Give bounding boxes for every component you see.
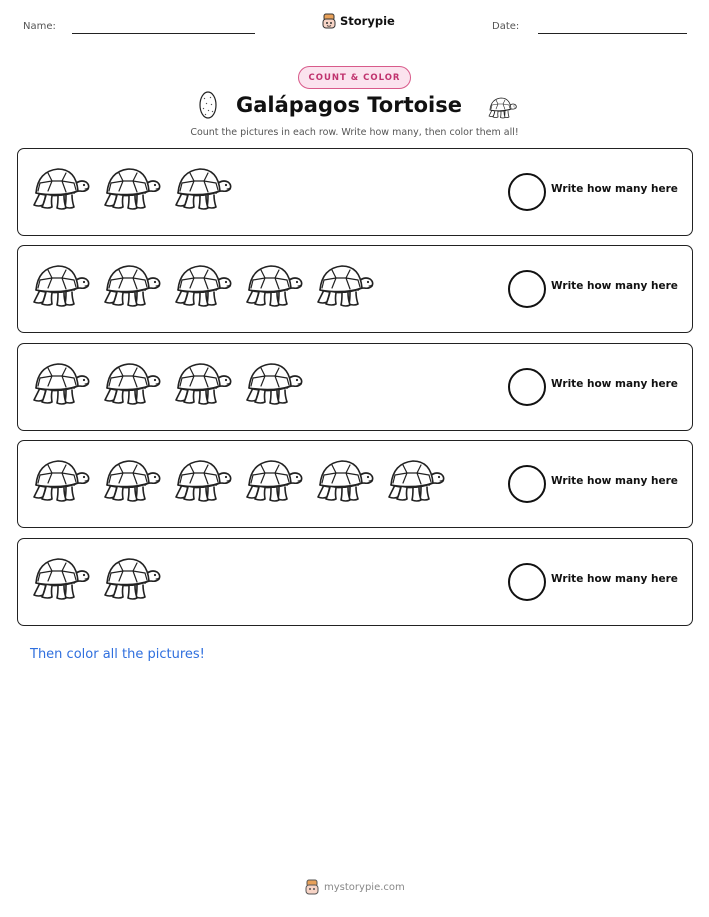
tortoise-icon[interactable] bbox=[172, 356, 232, 408]
answer-circle[interactable] bbox=[508, 563, 546, 601]
tortoise-icon[interactable] bbox=[30, 551, 90, 603]
counting-row bbox=[17, 343, 693, 431]
answer-circle[interactable] bbox=[508, 173, 546, 211]
brand-logo bbox=[322, 13, 395, 29]
storypie-logo-icon bbox=[305, 879, 319, 895]
answer-prompt: Write how many here bbox=[551, 475, 678, 487]
tortoise-icon[interactable] bbox=[101, 161, 161, 213]
tortoise-icon[interactable] bbox=[243, 453, 303, 505]
tortoise-group bbox=[30, 356, 303, 408]
storypie-logo-icon bbox=[322, 13, 336, 29]
answer-circle[interactable] bbox=[508, 368, 546, 406]
tortoise-icon[interactable] bbox=[243, 258, 303, 310]
tortoise-icon[interactable] bbox=[30, 453, 90, 505]
tortoise-icon[interactable] bbox=[243, 356, 303, 408]
page-title: Galápagos Tortoise bbox=[236, 93, 462, 117]
answer-prompt: Write how many here bbox=[551, 280, 678, 292]
answer-prompt: Write how many here bbox=[551, 378, 678, 390]
cactus-icon bbox=[196, 89, 220, 121]
count-color-badge: COUNT & COLOR bbox=[298, 66, 411, 89]
tortoise-group bbox=[30, 551, 161, 603]
tortoise-icon[interactable] bbox=[101, 356, 161, 408]
footer bbox=[305, 879, 405, 895]
tortoise-group bbox=[30, 161, 232, 213]
tortoise-icon[interactable] bbox=[314, 453, 374, 505]
tortoise-icon[interactable] bbox=[172, 161, 232, 213]
instructions: Count the pictures in each row. Write how many, then color them all! bbox=[190, 127, 519, 138]
tortoise-icon[interactable] bbox=[30, 161, 90, 213]
date-label: Date: bbox=[492, 21, 520, 32]
footnote: Then color all the pictures! bbox=[30, 647, 205, 662]
tortoise-icon[interactable] bbox=[385, 453, 445, 505]
answer-circle[interactable] bbox=[508, 270, 546, 308]
counting-row bbox=[17, 245, 693, 333]
name-label: Name: bbox=[23, 21, 56, 32]
tortoise-icon[interactable] bbox=[101, 453, 161, 505]
date-line[interactable] bbox=[538, 33, 687, 34]
answer-prompt: Write how many here bbox=[551, 573, 678, 585]
tortoise-group bbox=[30, 453, 445, 505]
tortoise-icon[interactable] bbox=[30, 356, 90, 408]
answer-prompt: Write how many here bbox=[551, 183, 678, 195]
counting-row bbox=[17, 538, 693, 626]
tortoise-group bbox=[30, 258, 374, 310]
footer-url: mystorypie.com bbox=[324, 881, 405, 893]
tortoise-icon[interactable] bbox=[30, 258, 90, 310]
tortoise-icon[interactable] bbox=[101, 551, 161, 603]
name-line[interactable] bbox=[72, 33, 255, 34]
counting-row bbox=[17, 148, 693, 236]
tortoise-icon[interactable] bbox=[101, 258, 161, 310]
tortoise-icon bbox=[485, 94, 519, 120]
tortoise-icon[interactable] bbox=[314, 258, 374, 310]
counting-row bbox=[17, 440, 693, 528]
answer-circle[interactable] bbox=[508, 465, 546, 503]
tortoise-icon[interactable] bbox=[172, 453, 232, 505]
brand-name: Storypie bbox=[340, 14, 395, 28]
tortoise-icon[interactable] bbox=[172, 258, 232, 310]
